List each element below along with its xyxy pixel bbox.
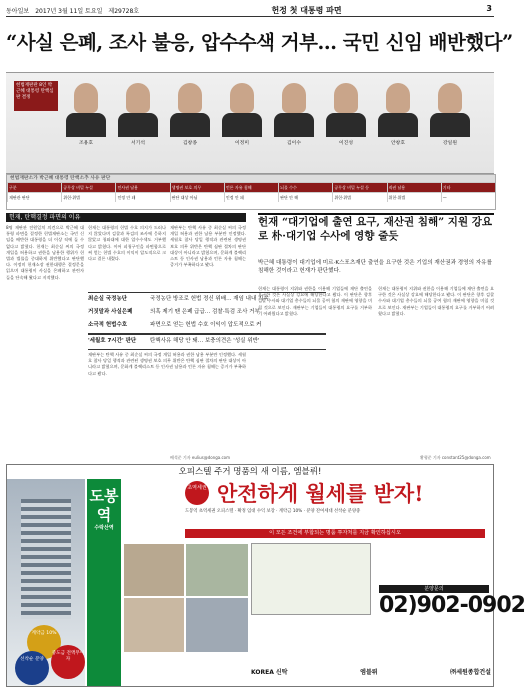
issue-number: 제29728호 [108,7,140,15]
ad-photo-collage [123,543,249,653]
byline: 배석준 기자 eulius@donga.com [170,455,231,460]
article-paragraph-continued: 재판부는 탄핵 사유 중 최순실 씨의 국정 개입 허용과 권한 남용 부분만 인정했다. 세월호 참사 당일 행적과 관련된 생명권 보호 의무 위반은 탄핵 심판 절차의 판단 대상이 아니라고 밝혔으며, 문화계 블랙리스트 등 인사권 남용과 언론 자유 침해는 증거가 부족하다고 봤다. [88,352,246,376]
main-headline: “사실 은폐, 조사 불응, 압수수색 거부… 국민 신임 배반했다” [6,31,513,54]
table-header: 공무상 비밀 누설 등 [332,183,386,192]
judge-portrait [64,81,108,146]
judge-portrait [272,81,316,146]
station-sub-name: 수락산역 [94,525,114,531]
judge-portrait [376,81,420,146]
judge-name: 강일원 [443,141,457,146]
article-paragraph: 재판부는 탄핵 사유 중 최순실 씨의 국정 개입 허용과 권한 남용 부분만 인정했다. 세월호 참사 당일 행적과 관련된 생명권 보호 의무 위반은 탄핵 심판 절차의 판단 대상이 아니라고 밝혔으며, 문화계 블랙리스트 등 인사권 남용과 언론 자유 침해는 증거가 부족하다고 봤다. [170,225,246,268]
article-paragraph: 8명 재판관 전원일치 의견으로 박근혜 대통령 파면을 결정한 헌법재판소는 국민 신임을 배반한 대통령을 더 이상 직에 둘 수 없다고 밝혔다. 헌재는 최순실 씨의 국정 개입을 허용하고 권한을 남용한 행위가 헌법과 법률을 중대하게 위반했다고 판단했다. 이정미 헌재소장 권한대행은 결정문을 읽으며 대통령이 사실을 은폐하고 관련자들을 단속해 왔다고 지적했다. [6,225,84,280]
judge-portrait [324,81,368,146]
byline: 황형준 기자 constant25@donga.com [420,455,491,460]
table-header-row [7,182,495,192]
ad-description: 도봉역 초역세권 오피스텔 · 확정 임대 수익 보장 · 계약금 10% · 분양 잔여세대 선착순 분양중 [185,509,361,514]
table-header: 인사권 남용 [115,183,169,192]
judge-portrait [220,81,264,146]
table-header: 뇌물 수수 [278,183,332,192]
key-point-label: 최순실 국정농단 [88,296,128,302]
ad-feature-badge: 계약금 10% [27,625,61,659]
article-paragraph: 헌재는 대통령이 지위와 권한을 이용해 기업들에 재단 출연을 요구한 것은 사실상 강요에 해당한다고 봤다. 이 판단은 향후 검찰 수사와 대기업 총수들의 뇌물 공여 혐의 재판에 영향을 미칠 것으로 보인다. 재판부는 기업들이 대통령의 요구를 거부하기 어려웠다고 밝혔다. [258,286,372,316]
ad-main-headline: 안전하게 월세를 받자! [217,481,424,506]
phone-label: 분양문의 [379,585,489,593]
table-header: 기타 [441,183,495,192]
judge-name: 안창호 [391,141,405,146]
table-header: 생명권 보호 의무 [170,183,224,192]
table-cell: 위헌·위법 [387,193,441,202]
judge-portrait [168,81,212,146]
issue-date: 2017년 3월 11일 토요일 [35,7,103,15]
phone-number[interactable]: 02)902-0902 [379,593,525,618]
section-title: 헌정 첫 대통령 파면 [271,5,342,15]
table-cell: 인정 안 돼 [224,193,278,202]
key-point-text: 의혹 제기 땐 은폐 급급… 검찰·특검 조사 거부 [150,309,260,315]
ad-tagline: 오피스텔 주거 명품의 새 이름, 엠블뤼! [178,467,322,477]
article-paragraph: 헌재는 대통령의 헌법 수호 의지가 드러나지 않았다며 검찰과 특검의 조사에 응하지 않았고 청와대에 대한 압수수색도 거부했다고 밝혔다. 이어 피청구인을 파면함으로써 얻는 헌법 수호의 이익이 압도적으로 크다고 결론 내렸다. [88,225,166,262]
table-cell: — [441,193,495,202]
table-row [7,192,495,202]
key-point-text: 파면으로 얻는 헌법 수호 이익이 압도적으로 커 [150,322,262,328]
ad-badge: 초역세권 [185,481,209,505]
table-header: 직권 남용 [387,183,441,192]
ad-feature-badge: 중도금 전액무이자 [51,645,85,679]
photo-band-label: 헌법재판관 8인 박근혜 대통령 탄핵심판 결정 [14,81,58,111]
key-point-label: 거짓말과 사실은폐 [88,309,133,315]
judge-name: 김이수 [287,141,301,146]
judge-name: 조용호 [79,141,93,146]
ad-location-map [251,543,371,615]
table-cell: 판단 안 해 [278,193,332,202]
key-point-label: 소극적 헌법수호 [88,322,128,328]
ad-feature-badge: 선착순 분양 [15,651,49,685]
ad-contact [379,585,525,618]
judges-photo-band [6,72,494,174]
sponsor-logo: 엠블뤼 [360,668,378,676]
masthead [6,4,494,17]
table-cell: 위헌·위법 [61,193,115,202]
advertisement[interactable] [6,464,525,687]
key-point-text: 탄핵사유 해당 안 돼… 보충의견은 '성실 위반' [150,338,260,344]
table-cell: 판단 대상 아님 [170,193,224,202]
table-header: 언론 자유 침해 [224,183,278,192]
station-sign [87,479,121,686]
judge-name: 서기석 [131,141,145,146]
key-point-label: '세월호 7시간' 판단 [88,338,137,344]
table-header: 구분 [7,183,61,192]
table-cell: 위헌·위법 [332,193,386,202]
sponsor-logo: ㈜세원종합건설 [450,668,491,676]
judge-name: 이정미 [235,141,249,146]
paper-name: 동아일보 [6,7,30,15]
table-cell: 재판관 판단 [7,193,61,202]
table-header: 공무상 비밀 누설 [61,183,115,192]
station-name: 도봉역 [89,487,119,524]
right-article-subhead: 박근혜 대통령이 대기업에 미르·K스포츠재단 출연을 요구한 것은 기업의 재산권과 경영의 자유를 침해한 것이라고 헌재가 판단했다. [258,260,492,274]
sponsor-logo: KOREA 신탁 [251,668,288,676]
key-point-text: 국정농단 방조로 헌법 정신 위배… 재임 내내 지속 [150,296,269,302]
table-cell: 인정 안 돼 [115,193,169,202]
article-paragraph: 헌재는 대통령이 지위와 권한을 이용해 기업들에 재단 출연을 요구한 것은 사실상 강요에 해당한다고 봤다. 이 판단은 향후 검찰 수사와 대기업 총수들의 뇌물 공여 혐의 재판에 영향을 미칠 것으로 보인다. 재판부는 기업들이 대통령의 요구를 거부하기 어려웠다고 밝혔다. [378,286,494,316]
table-title: 헌법재판소가 박근혜 대통령 탄핵소추 사유 판단 [7,175,495,182]
judge-name: 김창종 [183,141,197,146]
ruling-table [6,174,496,210]
ad-logos [251,661,491,681]
judge-portrait [116,81,160,146]
right-article-headline: 헌재 “대기업에 출연 요구, 재산권 침해” 지원 강요로 朴·대기업 수사에 영향 줄듯 [258,213,494,257]
judge-name: 이진성 [339,141,353,146]
judge-portrait [428,81,472,146]
ad-strip: 이 모든 조건에 부합되는 명품 투자처를 지금 확인하십시오 [185,529,485,538]
page-number: 3 [486,4,492,13]
left-section-subhead: 헌재, 탄핵결정 파면의 이유 [6,213,246,222]
